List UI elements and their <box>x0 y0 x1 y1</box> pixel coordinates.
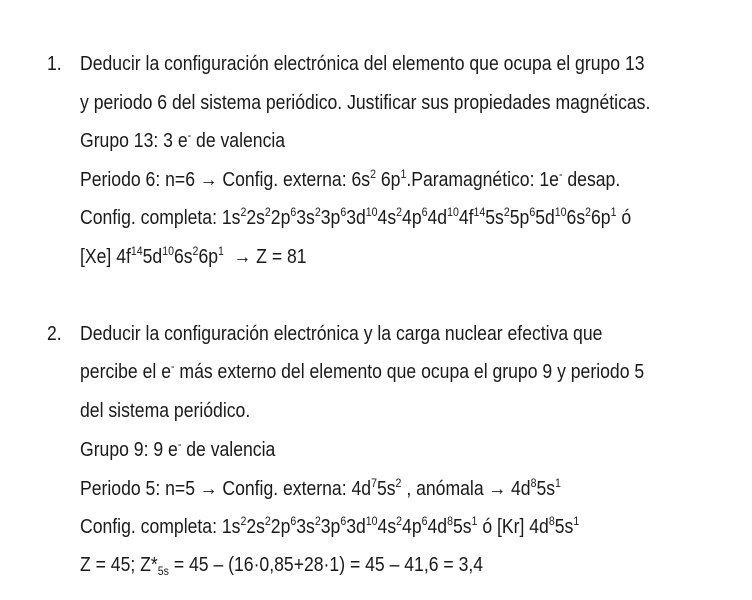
text-segment: Config. completa: 1s <box>80 516 241 538</box>
superscript-text: - <box>187 128 192 142</box>
subscript-text: 5s <box>157 564 169 578</box>
text-segment: ó <box>616 207 632 229</box>
text-segment: Periodo 6: n=6 → Config. externa: 6s <box>80 169 371 191</box>
text-segment: 4s <box>377 207 397 229</box>
text-segment: 4d <box>427 207 448 229</box>
superscript-text: 10 <box>554 205 567 219</box>
superscript-text: 2 <box>314 514 321 528</box>
superscript-text: 2 <box>396 205 403 219</box>
problem-1-number: 1. <box>47 53 62 75</box>
text-segment: Config. completa: 1s <box>80 207 241 229</box>
text-segment: 5p <box>509 207 530 229</box>
text-segment: de valencia <box>181 439 276 461</box>
text-segment: 5d <box>535 207 555 229</box>
text-segment: 3d <box>346 207 366 229</box>
problem-2-full-config-line <box>80 515 579 539</box>
text-segment: .Paramagnético: 1e <box>406 169 559 191</box>
superscript-text: 2 <box>503 205 510 219</box>
problem-2-valence-line <box>80 438 275 462</box>
text-segment: , anómala → 4d <box>401 478 531 500</box>
superscript-text: 8 <box>548 514 555 528</box>
problem-2-zeff-line <box>80 553 483 577</box>
superscript-text: - <box>177 437 182 451</box>
superscript-text: - <box>558 167 563 181</box>
text-segment: 4s <box>377 516 397 538</box>
text-segment: = 45 – (16·0,85+28·1) = 45 – 41,6 = 3,4 <box>168 554 484 576</box>
superscript-text: 14 <box>473 205 486 219</box>
text-segment: de valencia <box>191 130 286 152</box>
problem-2-statement-line-3 <box>80 399 250 423</box>
text-segment: 3s <box>296 516 315 538</box>
superscript-text: 1 <box>610 205 617 219</box>
text-segment: y periodo 6 del sistema periódico. Justificar sus propiedades magnéticas. <box>80 92 651 114</box>
text-segment: percibe el e <box>80 361 171 383</box>
superscript-text: 2 <box>396 514 403 528</box>
superscript-text: 1 <box>400 167 407 181</box>
problem-2-number: 2. <box>47 323 62 345</box>
text-segment: 3p <box>320 516 341 538</box>
problem-1-period-line <box>80 168 620 192</box>
superscript-text: 6 <box>290 514 297 528</box>
superscript-text: 1 <box>573 514 580 528</box>
text-segment: 5s <box>554 516 574 538</box>
superscript-text: 2 <box>240 205 247 219</box>
superscript-text: 10 <box>365 205 378 219</box>
superscript-text: 10 <box>447 205 459 219</box>
text-segment: Grupo 13: 3 e <box>80 130 188 152</box>
text-segment: 5s <box>536 478 556 500</box>
superscript-text: 2 <box>585 205 592 219</box>
text-segment: 5s <box>485 207 504 229</box>
text-segment: 4p <box>402 207 422 229</box>
text-segment: más externo del elemento que ocupa el grupo 9 y periodo 5 <box>174 361 645 383</box>
text-segment: → Z = 81 <box>223 246 307 268</box>
text-segment: 2p <box>270 516 291 538</box>
text-segment: Grupo 9: 9 e <box>80 439 178 461</box>
text-segment: Z = 45; Z* <box>80 554 158 576</box>
text-segment: 6p <box>198 246 219 268</box>
superscript-text: 2 <box>192 244 199 258</box>
problem-1-statement-line-2 <box>80 91 650 115</box>
superscript-text: 6 <box>340 205 347 219</box>
superscript-text: - <box>170 359 175 373</box>
text-segment: del sistema periódico. <box>80 400 251 422</box>
text-segment: Deducir la configuración electrónica del elemento que ocupa el grupo 13 <box>80 53 645 75</box>
superscript-text: 6 <box>290 205 297 219</box>
text-segment: 5s <box>452 516 472 538</box>
text-segment: 2s <box>246 207 265 229</box>
superscript-text: 6 <box>421 514 428 528</box>
superscript-text: 10 <box>365 514 378 528</box>
problem-2-statement-line-2 <box>80 360 644 384</box>
text-segment: 6p <box>591 207 611 229</box>
text-segment: 2s <box>246 516 265 538</box>
superscript-text: 6 <box>421 205 428 219</box>
text-segment: desap. <box>562 169 621 191</box>
text-segment: 4d <box>427 516 448 538</box>
superscript-text: 10 <box>162 244 174 258</box>
problem-1-short-config-line <box>80 245 307 269</box>
problem-1-valence-line <box>80 129 285 153</box>
superscript-text: 2 <box>314 205 321 219</box>
text-segment: 5s <box>376 478 396 500</box>
superscript-text: 7 <box>371 476 377 490</box>
superscript-text: 2 <box>240 514 247 528</box>
problem-2-statement-line-1 <box>80 322 602 346</box>
superscript-text: 8 <box>447 514 453 528</box>
text-segment: 5d <box>142 246 163 268</box>
text-segment: 6s <box>173 246 193 268</box>
text-segment: 3d <box>346 516 366 538</box>
superscript-text: 14 <box>130 244 143 258</box>
superscript-text: 2 <box>395 476 402 490</box>
text-segment: 3s <box>296 207 315 229</box>
problem-2-period-line <box>80 477 561 501</box>
superscript-text: 6 <box>529 205 536 219</box>
superscript-text: 8 <box>530 476 537 490</box>
text-segment: 6s <box>566 207 586 229</box>
problem-1-full-config-line <box>80 206 631 230</box>
text-segment: 6p <box>375 169 401 191</box>
text-segment: Deducir la configuración electrónica y la carga nuclear efectiva que <box>80 323 603 345</box>
superscript-text: 1 <box>555 476 561 490</box>
text-segment: Periodo 5: n=5 → Config. externa: 4d <box>80 478 372 500</box>
superscript-text: 1 <box>218 244 224 258</box>
text-segment: [Xe] 4f <box>80 246 131 268</box>
superscript-text: 2 <box>264 205 271 219</box>
text-segment: 3p <box>320 207 341 229</box>
problem-1-statement-line-1 <box>80 52 645 76</box>
text-segment: 4p <box>402 516 422 538</box>
superscript-text: 2 <box>264 514 271 528</box>
superscript-text: 1 <box>471 514 478 528</box>
text-segment: ó [Kr] 4d <box>477 516 549 538</box>
text-segment: 4f <box>458 207 474 229</box>
superscript-text: 2 <box>370 167 376 181</box>
text-segment: 2p <box>270 207 291 229</box>
superscript-text: 6 <box>340 514 347 528</box>
